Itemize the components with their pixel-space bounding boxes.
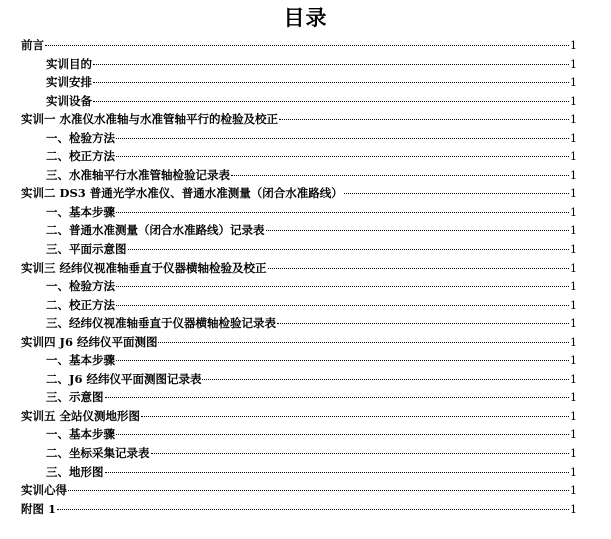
toc-entry[interactable]	[21, 259, 577, 278]
toc-entry[interactable]	[21, 500, 577, 519]
toc-page-number: 1	[570, 168, 577, 182]
toc-page-number: 1	[570, 131, 577, 145]
toc-entry-title: 前言	[21, 38, 44, 52]
toc-page-number: 1	[570, 187, 577, 201]
toc-page-number: 1	[570, 372, 577, 386]
toc-entry[interactable]	[21, 221, 577, 240]
toc-dot-leader	[116, 212, 569, 213]
toc-entry-title: 附图 1	[21, 501, 57, 516]
toc-dot-leader	[68, 490, 569, 491]
toc-page-number: 1	[570, 280, 577, 294]
toc-page-number: 1	[570, 447, 577, 461]
toc-dot-leader	[116, 360, 569, 361]
toc-page-number: 1	[570, 465, 577, 479]
toc-entry-title: 二、坐标采集记录表	[46, 446, 150, 461]
toc-entry[interactable]	[21, 370, 577, 389]
toc-entry[interactable]	[21, 203, 577, 222]
toc-entry-title: 一、基本步骤	[46, 204, 115, 219]
toc-page-number: 1	[570, 261, 577, 275]
toc-page-number: 1	[570, 243, 577, 257]
toc-entry-title: 实训五 全站仪测地形图	[21, 408, 141, 423]
toc-entry[interactable]	[21, 463, 577, 482]
toc-dot-leader	[116, 286, 569, 287]
toc-dot-leader	[105, 397, 570, 398]
toc-dot-leader	[45, 45, 569, 46]
toc-entry-title: 一、基本步骤	[46, 427, 115, 442]
toc-entry[interactable]	[21, 110, 577, 129]
toc-entry-title: 三、示意图	[46, 390, 104, 405]
toc-page-number: 1	[570, 428, 577, 442]
toc-list	[21, 36, 577, 518]
toc-dot-leader	[231, 175, 569, 176]
toc-dot-leader	[93, 82, 569, 83]
toc-dot-leader	[279, 119, 569, 120]
toc-entry-title: 实训设备	[46, 93, 92, 108]
toc-dot-leader	[116, 156, 569, 157]
toc-entry-title: 三、地形图	[46, 464, 104, 479]
toc-entry-title: 三、经纬仪视准轴垂直于仪器横轴检验记录表	[46, 316, 276, 331]
toc-entry[interactable]	[21, 55, 577, 74]
toc-dot-leader	[158, 342, 569, 343]
toc-page-number: 1	[570, 502, 577, 516]
toc-entry[interactable]	[21, 92, 577, 111]
toc-entry[interactable]	[21, 147, 577, 166]
toc-page-number: 1	[570, 409, 577, 423]
toc-page-number: 1	[570, 76, 577, 90]
toc-dot-leader	[151, 453, 570, 454]
toc-entry[interactable]	[21, 333, 577, 352]
toc-dot-leader	[141, 416, 569, 417]
toc-entry-title: 三、平面示意图	[46, 242, 127, 257]
toc-entry-title: 二、普通水准测量（闭合水准路线）记录表	[46, 223, 265, 238]
toc-entry-title: 实训四 J6 经纬仪平面测图	[21, 334, 158, 349]
toc-entry-title: 一、检验方法	[46, 279, 115, 294]
toc-dot-leader	[202, 379, 569, 380]
toc-dot-leader	[116, 434, 569, 435]
toc-page-number: 1	[570, 298, 577, 312]
toc-page-number: 1	[570, 150, 577, 164]
toc-entry[interactable]	[21, 407, 577, 426]
toc-page-number: 1	[570, 335, 577, 349]
toc-entry-title: 二、校正方法	[46, 149, 115, 164]
toc-page-number: 1	[570, 205, 577, 219]
toc-dot-leader	[128, 249, 570, 250]
toc-page-number: 1	[570, 57, 577, 71]
toc-page-number: 1	[570, 391, 577, 405]
toc-dot-leader	[57, 509, 569, 510]
toc-entry[interactable]	[21, 166, 577, 185]
toc-entry-title: 实训心得	[21, 483, 67, 498]
toc-dot-leader	[266, 230, 570, 231]
toc-entry[interactable]	[21, 444, 577, 463]
toc-entry-title: 二、校正方法	[46, 297, 115, 312]
toc-page-number: 1	[570, 317, 577, 331]
toc-entry[interactable]	[21, 351, 577, 370]
toc-page-number: 1	[570, 94, 577, 108]
page-title: 目录	[283, 6, 328, 30]
toc-entry-title: 实训一 水准仪水准轴与水准管轴平行的检验及校正	[21, 112, 279, 127]
toc-dot-leader	[277, 323, 569, 324]
toc-entry[interactable]	[21, 73, 577, 92]
toc-dot-leader	[93, 64, 569, 65]
toc-page-number: 1	[570, 113, 577, 127]
toc-dot-leader	[116, 138, 569, 139]
toc-entry-title: 实训三 经纬仪视准轴垂直于仪器横轴检验及校正	[21, 260, 267, 275]
toc-entry[interactable]	[21, 36, 577, 55]
toc-dot-leader	[116, 305, 569, 306]
toc-page-number: 1	[570, 224, 577, 238]
toc-dot-leader	[268, 268, 569, 269]
toc-entry-title: 实训目的	[46, 56, 92, 71]
toc-entry-title: 二、J6 经纬仪平面测图记录表	[46, 371, 202, 386]
toc-entry[interactable]	[21, 388, 577, 407]
toc-entry-title: 三、水准轴平行水准管轴检验记录表	[46, 167, 230, 182]
toc-entry[interactable]	[21, 184, 577, 203]
toc-entry-title: 实训安排	[46, 75, 92, 90]
toc-entry-title: 实训二 DS3 普通光学水准仪、普通水准测量（闭合水准路线）	[21, 186, 343, 201]
toc-entry[interactable]	[21, 129, 577, 148]
toc-entry[interactable]	[21, 277, 577, 296]
toc-entry[interactable]	[21, 425, 577, 444]
toc-entry-title: 一、基本步骤	[46, 353, 115, 368]
toc-entry-title: 一、检验方法	[46, 130, 115, 145]
toc-entry[interactable]	[21, 481, 577, 500]
toc-page-number: 1	[570, 354, 577, 368]
toc-dot-leader	[105, 472, 570, 473]
toc-page-number: 1	[570, 39, 577, 52]
toc-entry[interactable]	[21, 314, 577, 333]
toc-entry[interactable]	[21, 240, 577, 259]
toc-dot-leader	[93, 101, 569, 102]
toc-entry[interactable]	[21, 296, 577, 315]
toc-dot-leader	[344, 193, 569, 194]
toc-page-number: 1	[570, 484, 577, 498]
